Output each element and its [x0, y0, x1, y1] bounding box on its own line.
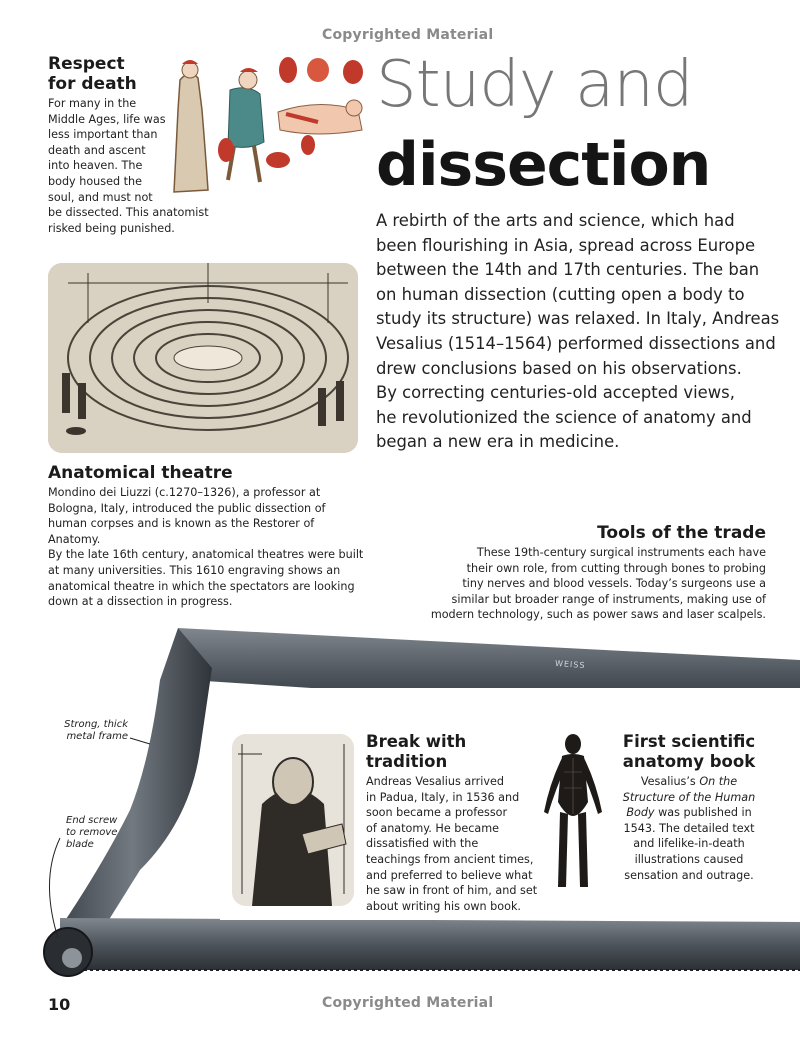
- respect-line: less important than: [48, 128, 158, 142]
- annotation-line: End screw: [66, 815, 118, 826]
- intro-paragraph: [376, 209, 786, 455]
- respect-line: Middle Ages, life was: [48, 112, 166, 126]
- tradition-line: of anatomy. He became: [366, 821, 500, 835]
- book-line: [606, 790, 772, 806]
- intro-line: A rebirth of the arts and science, which had: [376, 211, 735, 230]
- watermark-top: Copyrighted Material: [322, 27, 494, 43]
- book-line: [606, 774, 772, 790]
- book-title-part: Body: [626, 806, 655, 820]
- intro-line: on human dissection (cutting open a body to: [376, 284, 745, 304]
- theatre-line: down at a dissection in progress.: [48, 595, 233, 609]
- page-title-line2: dissection: [376, 130, 711, 200]
- respect-heading-line2: for death: [48, 74, 137, 94]
- tradition-line: Andreas Vesalius arrived: [366, 775, 504, 788]
- tools-line: tiny nerves and blood vessels. Today’s surgeons use a: [462, 577, 766, 591]
- respect-line: into heaven. The: [48, 159, 143, 173]
- tradition-line: in Padua, Italy, in 1536 and: [366, 790, 520, 804]
- medieval-anatomy-illustration-icon: [168, 50, 366, 200]
- tools-body: [406, 545, 766, 623]
- book-body: [606, 774, 772, 883]
- tradition-line: teachings from ancient times,: [366, 852, 534, 866]
- intro-line: he revolutionized the science of anatomy and: [376, 407, 752, 427]
- tools-heading: Tools of the trade: [597, 523, 766, 543]
- theatre-line: Mondino dei Liuzzi (c.1270–1326), a professor at: [48, 486, 321, 499]
- annotation-line: Strong, thick: [64, 719, 128, 730]
- annotation-line: metal frame: [66, 731, 128, 742]
- intro-line: Vesalius (1514–1564) performed dissections and: [376, 333, 776, 353]
- intro-line: study its structure) was relaxed. In Italy, Andreas: [376, 309, 780, 329]
- book-heading-line2: anatomy book: [622, 752, 756, 771]
- respect-heading-line1: Respect: [48, 54, 125, 74]
- intro-line: began a new era in medicine.: [376, 432, 620, 452]
- intro-line: been flourishing in Asia, spread across Europe: [376, 235, 756, 255]
- tools-section: [406, 523, 766, 623]
- respect-line: body housed the: [48, 174, 142, 188]
- theatre-section: [48, 463, 368, 610]
- tradition-body: [366, 774, 552, 914]
- book-line: and lifelike-in-death: [633, 837, 745, 851]
- tradition-line: about writing his own book.: [366, 899, 521, 913]
- book-title-part: On the: [699, 775, 738, 788]
- book-section: [606, 732, 772, 883]
- theatre-body: [48, 485, 368, 610]
- book-line: 1543. The detailed text: [623, 821, 755, 835]
- watermark-bottom: Copyrighted Material: [322, 995, 494, 1011]
- tradition-line: he saw in front of him, and set: [366, 884, 538, 898]
- respect-line: For many in the: [48, 97, 137, 110]
- annotation-frame: [34, 719, 128, 743]
- book-text: Vesalius’s: [640, 775, 700, 788]
- intro-line: By correcting centuries-old accepted views,: [376, 383, 735, 403]
- book-title-part: Structure of the Human: [622, 790, 756, 804]
- intro-line: drew conclusions based on his observations.: [376, 358, 742, 378]
- tools-line: modern technology, such as power saws and laser scalpels.: [430, 608, 766, 622]
- saw-stamp: WEISS: [554, 658, 586, 671]
- annotation-screw: [34, 815, 152, 851]
- respect-line: soul, and must not: [48, 190, 153, 204]
- annotation-line: blade: [66, 839, 94, 850]
- page-title-line1: Study and: [376, 48, 693, 122]
- respect-line: risked being punished.: [48, 221, 175, 235]
- book-line: illustrations caused: [634, 852, 744, 866]
- tools-line: their own role, from cutting through bones to probing: [466, 561, 766, 575]
- book-heading-line1: First scientific: [622, 732, 756, 751]
- book-text: was published in: [654, 806, 752, 820]
- book-line: sensation and outrage.: [624, 868, 754, 882]
- theatre-line: human corpses and is known as the Restorer of Anatomy.: [48, 517, 315, 546]
- theatre-line: Bologna, Italy, introduced the public dissection of: [48, 501, 326, 515]
- tradition-line: soon became a professor: [366, 806, 508, 820]
- theatre-heading: Anatomical theatre: [48, 463, 233, 483]
- tradition-line: dissatisfied with the: [366, 837, 479, 851]
- tools-line: similar but broader range of instruments, making use of: [451, 592, 766, 606]
- tradition-heading: Break with tradition: [366, 732, 467, 771]
- respect-line: be dissected. This anatomist: [48, 206, 209, 220]
- annotation-line: to remove: [66, 827, 118, 838]
- anatomy-figure-illustration-icon: [540, 732, 606, 892]
- book-line: [606, 805, 772, 821]
- theatre-line: anatomical theatre in which the spectators are looking: [48, 579, 355, 593]
- anatomical-theatre-engraving-icon: [48, 263, 358, 453]
- vesalius-portrait-icon: [232, 734, 354, 906]
- respect-line: death and ascent: [48, 143, 146, 157]
- page-number: 10: [48, 995, 71, 1014]
- theatre-line: By the late 16th century, anatomical theatres were built: [48, 548, 364, 562]
- intro-line: between the 14th and 17th centuries. The ban: [376, 260, 760, 280]
- tools-line: These 19th-century surgical instruments each have: [476, 546, 766, 559]
- theatre-line: at many universities. This 1610 engraving shows an: [48, 563, 341, 577]
- tradition-section: [366, 732, 552, 914]
- tradition-line: and preferred to believe what: [366, 868, 533, 882]
